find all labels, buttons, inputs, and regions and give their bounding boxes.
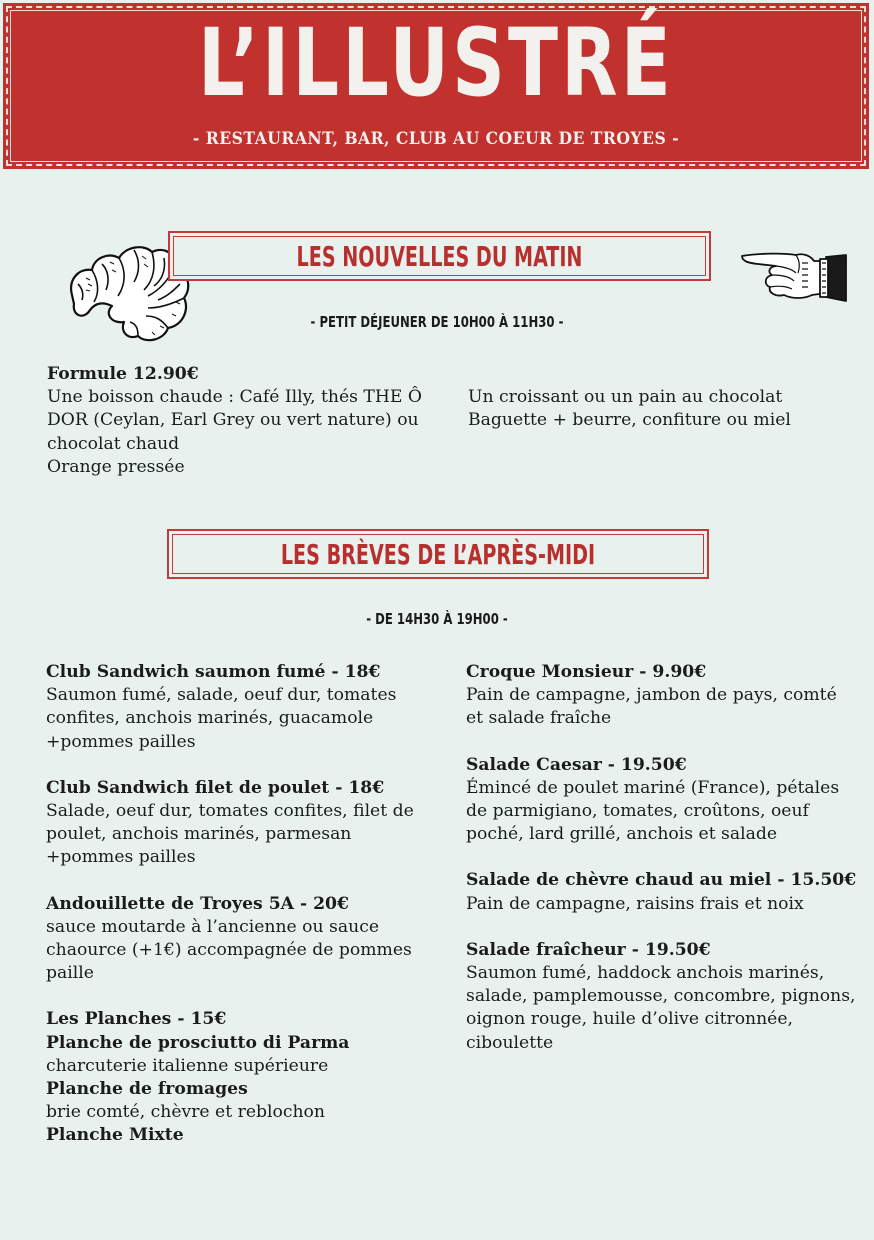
menu-item-desc: Émincé de poulet mariné (France), pétales: [466, 777, 840, 798]
menu-item-desc: paille: [46, 963, 94, 984]
menu-item: [466, 939, 856, 1055]
header-banner: [3, 3, 869, 169]
menu-item: [466, 754, 856, 847]
morning-subtitle: - PETIT DÉJEUNER DE 10H00 À 11H30 -: [310, 313, 564, 331]
menu-item-title: Croque Monsieur - 9.90€: [466, 662, 707, 682]
morning-left-column: [47, 363, 447, 479]
menu-item: [46, 893, 451, 986]
formule-line: chocolat chaud: [47, 433, 180, 454]
planche-parma-desc: charcuterie italienne supérieure: [46, 1055, 329, 1076]
formule-line: Une boisson chaude : Café Illy, thés THE Ô: [47, 387, 422, 408]
menu-item-desc: Pain de campagne, jambon de pays, comté: [466, 685, 837, 706]
menu-item-title: Club Sandwich saumon fumé - 18€: [46, 662, 381, 682]
formule-line: DOR (Ceylan, Earl Grey ou vert nature) ou: [47, 410, 419, 431]
menu-item-desc: +pommes pailles: [46, 731, 196, 752]
menu-item-desc: chaource (+1€) accompagnée de pommes: [46, 940, 412, 961]
menu-item-desc: salade, pamplemousse, concombre, pignons,: [466, 986, 856, 1007]
formule-title: Formule 12.90€: [47, 364, 199, 384]
pointing-hand-icon: [740, 247, 850, 305]
restaurant-logo: L’ILLUSTRÉ: [198, 9, 674, 118]
planches-item: [46, 1008, 451, 1147]
planche-fromages-title: Planche de fromages: [46, 1079, 248, 1100]
planche-mixte-title: Planche Mixte: [46, 1125, 184, 1146]
menu-item-desc: Pain de campagne, raisins frais et noix: [466, 893, 804, 914]
tagline: - RESTAURANT, BAR, CLUB AU COEUR DE TROYES -: [192, 129, 680, 149]
formule-line: Baguette + beurre, confiture ou miel: [468, 410, 791, 431]
menu-item: [466, 661, 856, 731]
menu-item-desc: +pommes pailles: [46, 847, 196, 868]
menu-item-title: Salade de chèvre chaud au miel - 15.50€: [466, 870, 857, 891]
menu-item-desc: poché, lard grillé, anchois et salade: [466, 824, 778, 845]
planches-title: Les Planches - 15€: [46, 1009, 227, 1030]
menu-item-desc: et salade fraîche: [466, 708, 612, 729]
afternoon-section-title: LES BRÈVES DE L’APRÈS-MIDI: [280, 538, 596, 571]
menu-item-title: Club Sandwich filet de poulet - 18€: [46, 777, 385, 798]
menu-item-desc: oignon rouge, huile d’olive citronnée,: [466, 1009, 793, 1030]
planche-parma-title: Planche de prosciutto di Parma: [46, 1032, 350, 1053]
menu-item-title: Andouillette de Troyes 5A - 20€: [46, 893, 349, 914]
formule-line: Un croissant ou un pain au chocolat: [468, 387, 783, 407]
menu-item-desc: ciboulette: [466, 1032, 554, 1053]
formule-line: Orange pressée: [47, 456, 185, 477]
menu-item: [46, 777, 451, 870]
menu-item-desc: Salade, oeuf dur, tomates confites, filet de: [46, 801, 414, 822]
menu-item-desc: Saumon fumé, salade, oeuf dur, tomates: [46, 685, 397, 706]
menu-item-desc: Saumon fumé, haddock anchois marinés,: [466, 963, 825, 984]
planche-fromages-desc: brie comté, chèvre et reblochon: [46, 1102, 325, 1123]
menu-item-desc: poulet, anchois marinés, parmesan: [46, 824, 352, 845]
afternoon-section-box: [167, 529, 709, 579]
menu-item-desc: de parmigiano, tomates, croûtons, oeuf: [466, 801, 809, 822]
menu-item: [466, 869, 856, 915]
menu-item-desc: sauce moutarde à l’ancienne ou sauce: [46, 916, 379, 937]
morning-section-box: [168, 231, 711, 281]
afternoon-left-column: [46, 661, 451, 1171]
menu-item-title: Salade Caesar - 19.50€: [466, 754, 687, 775]
menu-item-desc: confites, anchois marinés, guacamole: [46, 708, 374, 729]
menu-item: [46, 661, 451, 754]
morning-section-title: LES NOUVELLES DU MATIN: [296, 240, 583, 273]
morning-right-column: [468, 386, 848, 432]
afternoon-subtitle: - DE 14H30 À 19H00 -: [366, 610, 508, 628]
menu-item-title: Salade fraîcheur - 19.50€: [466, 939, 711, 960]
afternoon-right-column: [466, 661, 856, 1078]
